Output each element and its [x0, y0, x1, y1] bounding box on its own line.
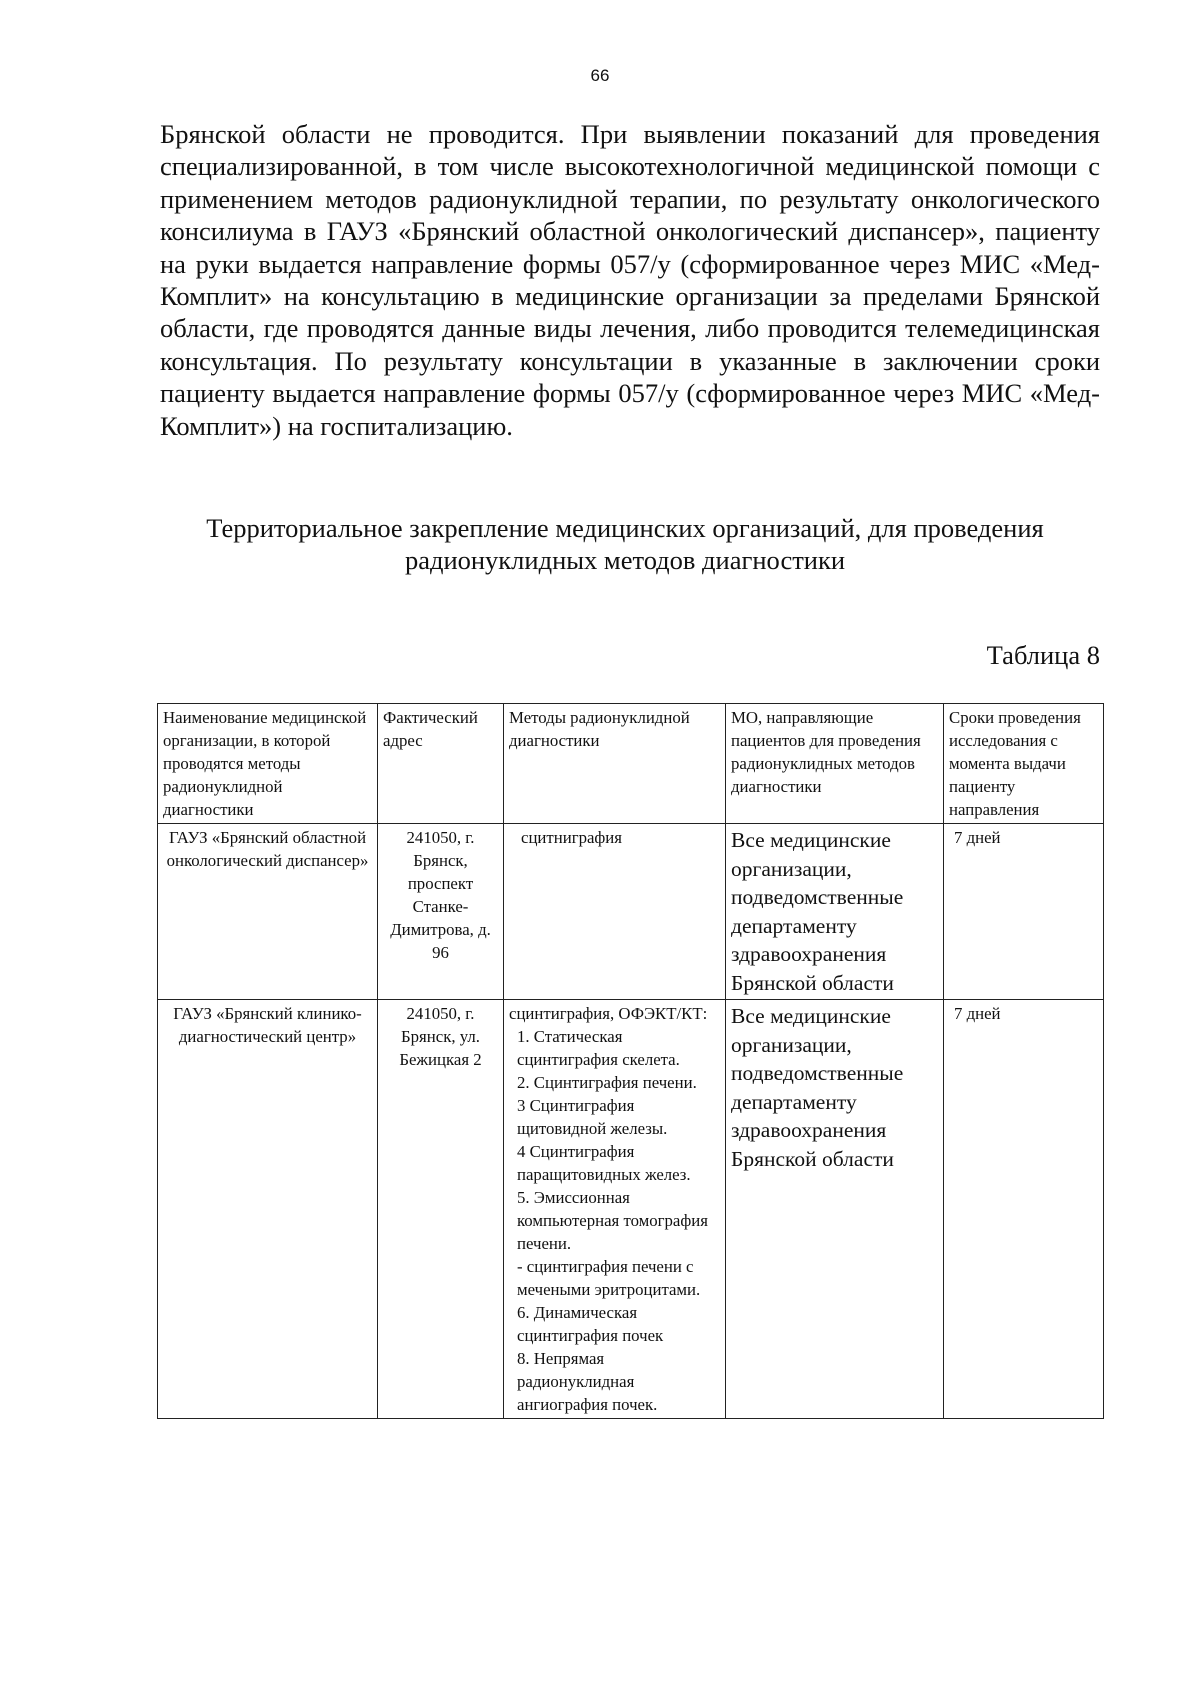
method-item: 1. Статическая сцинтиграфия скелета. [517, 1027, 680, 1069]
header-methods: Методы радионуклидной диагностики [504, 704, 726, 824]
method-item: 4 Сцинтиграфия паращитовидных желез. [517, 1142, 691, 1184]
cell-term: 7 дней [944, 824, 1104, 1000]
methods-list [509, 1025, 720, 1416]
table-header-row [158, 704, 1104, 824]
section-title: Территориальное закрепление медицинских организаций, для проведения радионуклидных методов диагностики [206, 513, 1044, 575]
intro-paragraph: Брянской области не проводится. При выявлении показаний для проведения специализированной, в том числе высокотехнологичной медицинской помощи с применением методов радионуклидной терапии, по результату онкологического консилиума в ГАУЗ «Брянский областной онкологический диспансер», пациенту на руки выдается направление формы 057/у (сформированное через МИС «Мед-Комплит» на консультацию в медицинские организации за пределами Брянской области, где проводятся данные виды лечения, либо проводится телемедицинская консультация. По результату консультации в указанные в заключении сроки пациенту выдается направление формы 057/у (сформированное через МИС «Мед-Комплит») на госпитализацию. [160, 119, 1100, 441]
method-item: 5. Эмиссионная компьютерная томография печени. [517, 1188, 708, 1253]
method-item: - сцинтиграфия печени с мечеными эритроцитами. [517, 1257, 701, 1299]
method-item: 2. Сцинтиграфия печени. [517, 1073, 697, 1092]
method-item: 6. Динамическая сцинтиграфия почек [517, 1303, 664, 1345]
header-referring-mo: МО, направляющие пациентов для проведения радионуклидных методов диагностики [726, 704, 944, 824]
cell-address: 241050, г. Брянск, ул. Бежицкая 2 [378, 1000, 504, 1419]
header-organization: Наименование медицинской организации, в которой проводятся методы радионуклидной диагностики [158, 704, 378, 824]
header-terms: Сроки проведения исследования с момента выдачи пациенту направления [944, 704, 1104, 824]
page-number: 66 [590, 66, 610, 85]
cell-organization: ГАУЗ «Брянский областной онкологический диспансер» [158, 824, 378, 1000]
cell-referring-mo: Все медицинские организации, подведомственные департаменту здравоохранения Брянской области [726, 1000, 944, 1419]
methods-title: сцитниграфия [521, 828, 622, 847]
method-item: 8. Непрямая радионуклидная ангиография почек. [517, 1349, 658, 1414]
cell-term: 7 дней [944, 1000, 1104, 1419]
table-row [158, 1000, 1104, 1419]
cell-methods [504, 824, 726, 1000]
methods-title: сцинтиграфия, ОФЭКТ/КТ: [509, 1004, 708, 1023]
radionuclide-table [157, 703, 1104, 1419]
table-row [158, 824, 1104, 1000]
table-label: Таблица 8 [986, 640, 1100, 670]
method-item: 3 Сцинтиграфия щитовидной железы. [517, 1096, 668, 1138]
cell-organization: ГАУЗ «Брянский клинико-диагностический центр» [158, 1000, 378, 1419]
cell-referring-mo: Все медицинские организации, подведомственные департаменту здравоохранения Брянской области [726, 824, 944, 1000]
header-address: Фактический адрес [378, 704, 504, 824]
cell-methods [504, 1000, 726, 1419]
cell-address: 241050, г. Брянск, проспект Станке-Димитрова, д. 96 [378, 824, 504, 1000]
